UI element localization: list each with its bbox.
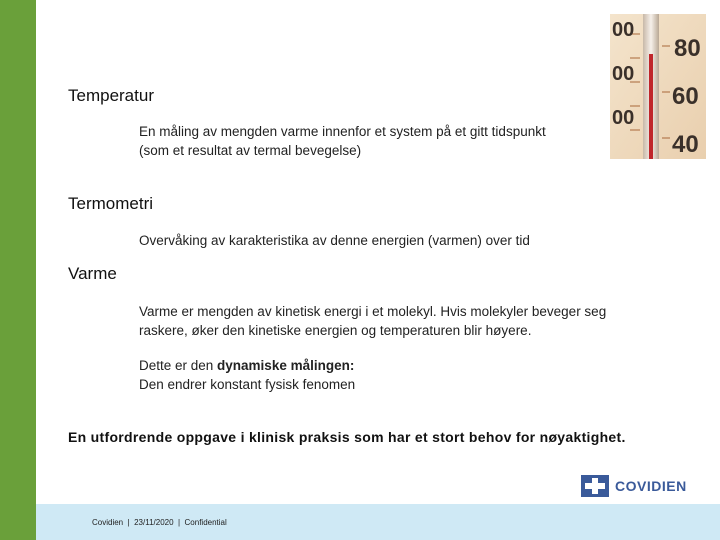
covidien-cross-icon (581, 475, 609, 497)
thermo-number: 60 (672, 83, 699, 110)
covidien-logo (581, 475, 687, 497)
dynamic-line2: Den endrer konstant fysisk fenomen (139, 377, 356, 392)
termometri-description: Overvåking av karakteristika av denne energien (varmen) over tid (139, 233, 530, 248)
logo-text: COVIDIEN (615, 478, 687, 494)
temperatur-desc-line1: En måling av mengden varme innenfor et system på et gitt tidspunkt (139, 124, 546, 139)
dynamic-measurement-note (139, 356, 355, 394)
dynamic-line1 (139, 356, 355, 375)
thermo-number: 80 (674, 35, 701, 62)
side-accent-bar (0, 0, 36, 540)
footer-text: Covidien | 23/11/2020 | Confidential (92, 518, 227, 527)
dynamic-prefix: Dette er den (139, 358, 218, 373)
temperatur-description (139, 122, 546, 160)
varme-description (139, 302, 606, 340)
thermo-number: 40 (672, 131, 699, 158)
dynamic-bold: dynamiske målingen: (217, 358, 355, 373)
varme-desc-line1: Varme er mengden av kinetisk energi i et molekyl. Hvis molekyler beveger seg (139, 304, 607, 319)
varme-desc-line2: raskere, øker den kinetiske energien og temperaturen blir høyere. (139, 323, 532, 338)
temperatur-desc-line2: (som et resultat av termal bevegelse) (139, 143, 362, 158)
challenge-statement: En utfordrende oppgave i klinisk praksis som har et stort behov for nøyaktighet. (68, 429, 626, 445)
heading-termometri: Termometri (68, 194, 154, 213)
heading-temperatur: Temperatur (68, 86, 154, 105)
heading-varme: Varme (68, 264, 117, 283)
thermometer-image (610, 14, 706, 159)
thermo-number: 00 (612, 19, 635, 41)
thermo-number: 00 (612, 107, 635, 129)
thermo-number: 00 (612, 63, 635, 85)
